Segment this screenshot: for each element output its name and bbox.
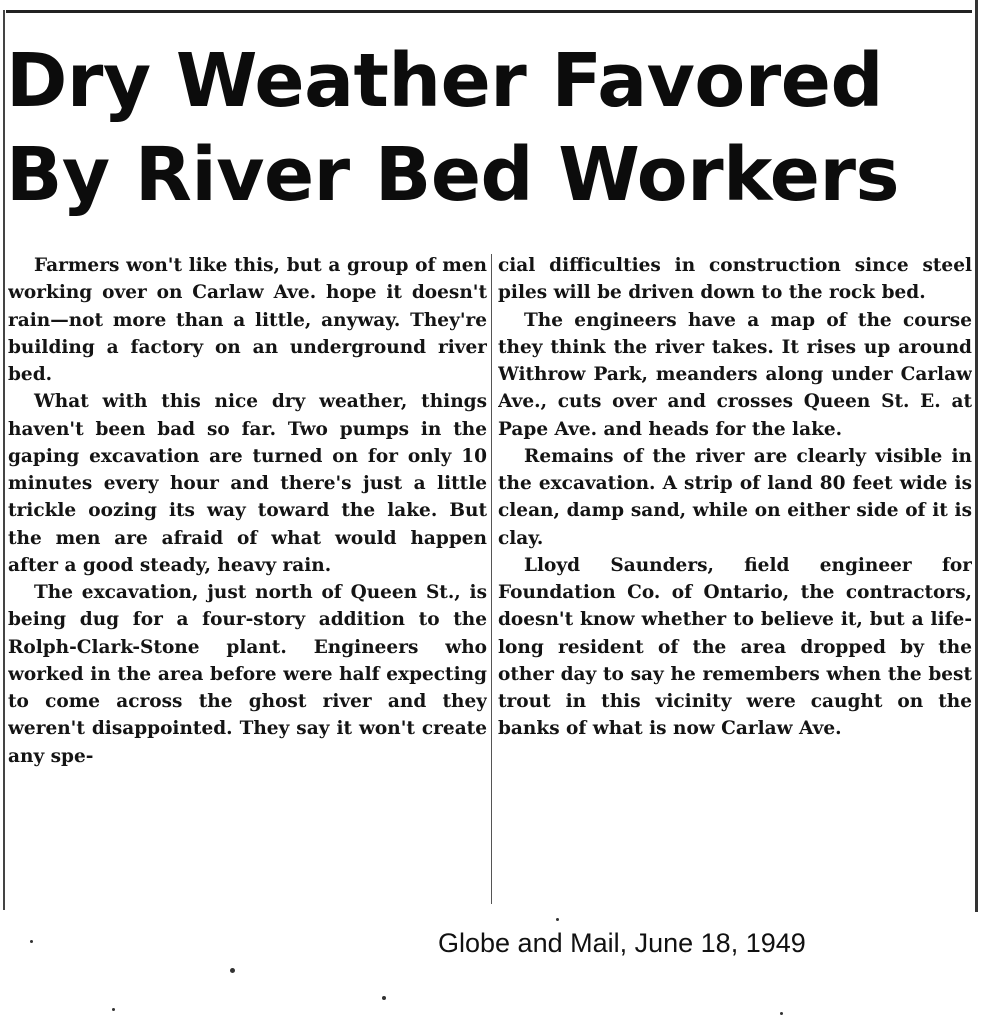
headline-line-2: By River Bed Workers [6,132,900,218]
print-speck [230,968,235,973]
left-rule [3,10,5,910]
paragraph: The excavation, just north of Queen St., is being dug for a four-story addition to the Rolph-Clark-Stone plant. Engineers who worked in the area before were half expecting to come across the ghost river and they weren't disappointed. They say it won't create any spe- [8,582,487,767]
article-column-right [498,252,972,908]
paragraph: Lloyd Saunders, field engineer for Foundation Co. of Ontario, the contractors, doesn't know whether to believe it, but a life-long resident of the area dropped by the other day to say he remembers when the best trout in this vicinity were caught on the banks of what is now Carlaw Ave. [498,554,972,740]
paragraph: Remains of the river are clearly visible in the excavation. A strip of land 80 feet wide is clean, damp sand, while on either side of it is clay. [498,445,972,549]
print-speck [30,940,33,943]
print-speck [112,1008,115,1011]
print-speck [780,1012,783,1015]
paragraph: The engineers have a map of the course they think the river takes. It rises up around Withrow Park, meanders along under Carlaw Ave., cuts over and crosses Queen St. E. at Pape Ave. and heads for the lake. [498,309,972,440]
print-speck [382,996,386,1000]
column-divider [491,254,492,904]
headline-line-1: Dry Weather Favored [6,38,883,124]
source-caption: Globe and Mail, June 18, 1949 [438,928,806,958]
article-column-left [8,252,487,908]
paragraph: What with this nice dry weather, things haven't been bad so far. Two pumps in the gaping excavation are turned on for only 10 minutes every hour and there's just a little trickle oozing its way toward the lake. But the men are afraid of what would happen after a good steady, heavy rain. [8,391,487,576]
print-speck [556,918,559,921]
paragraph-continuation: cial difficulties in construction since steel piles will be driven down to the rock bed. [498,255,972,304]
headline [6,34,971,222]
top-rule [6,10,972,13]
paragraph: Farmers won't like this, but a group of men working over on Carlaw Ave. hope it doesn't rain—not more than a little, anyway. They're building a factory on an underground river bed. [8,255,487,385]
right-rule [975,0,978,912]
